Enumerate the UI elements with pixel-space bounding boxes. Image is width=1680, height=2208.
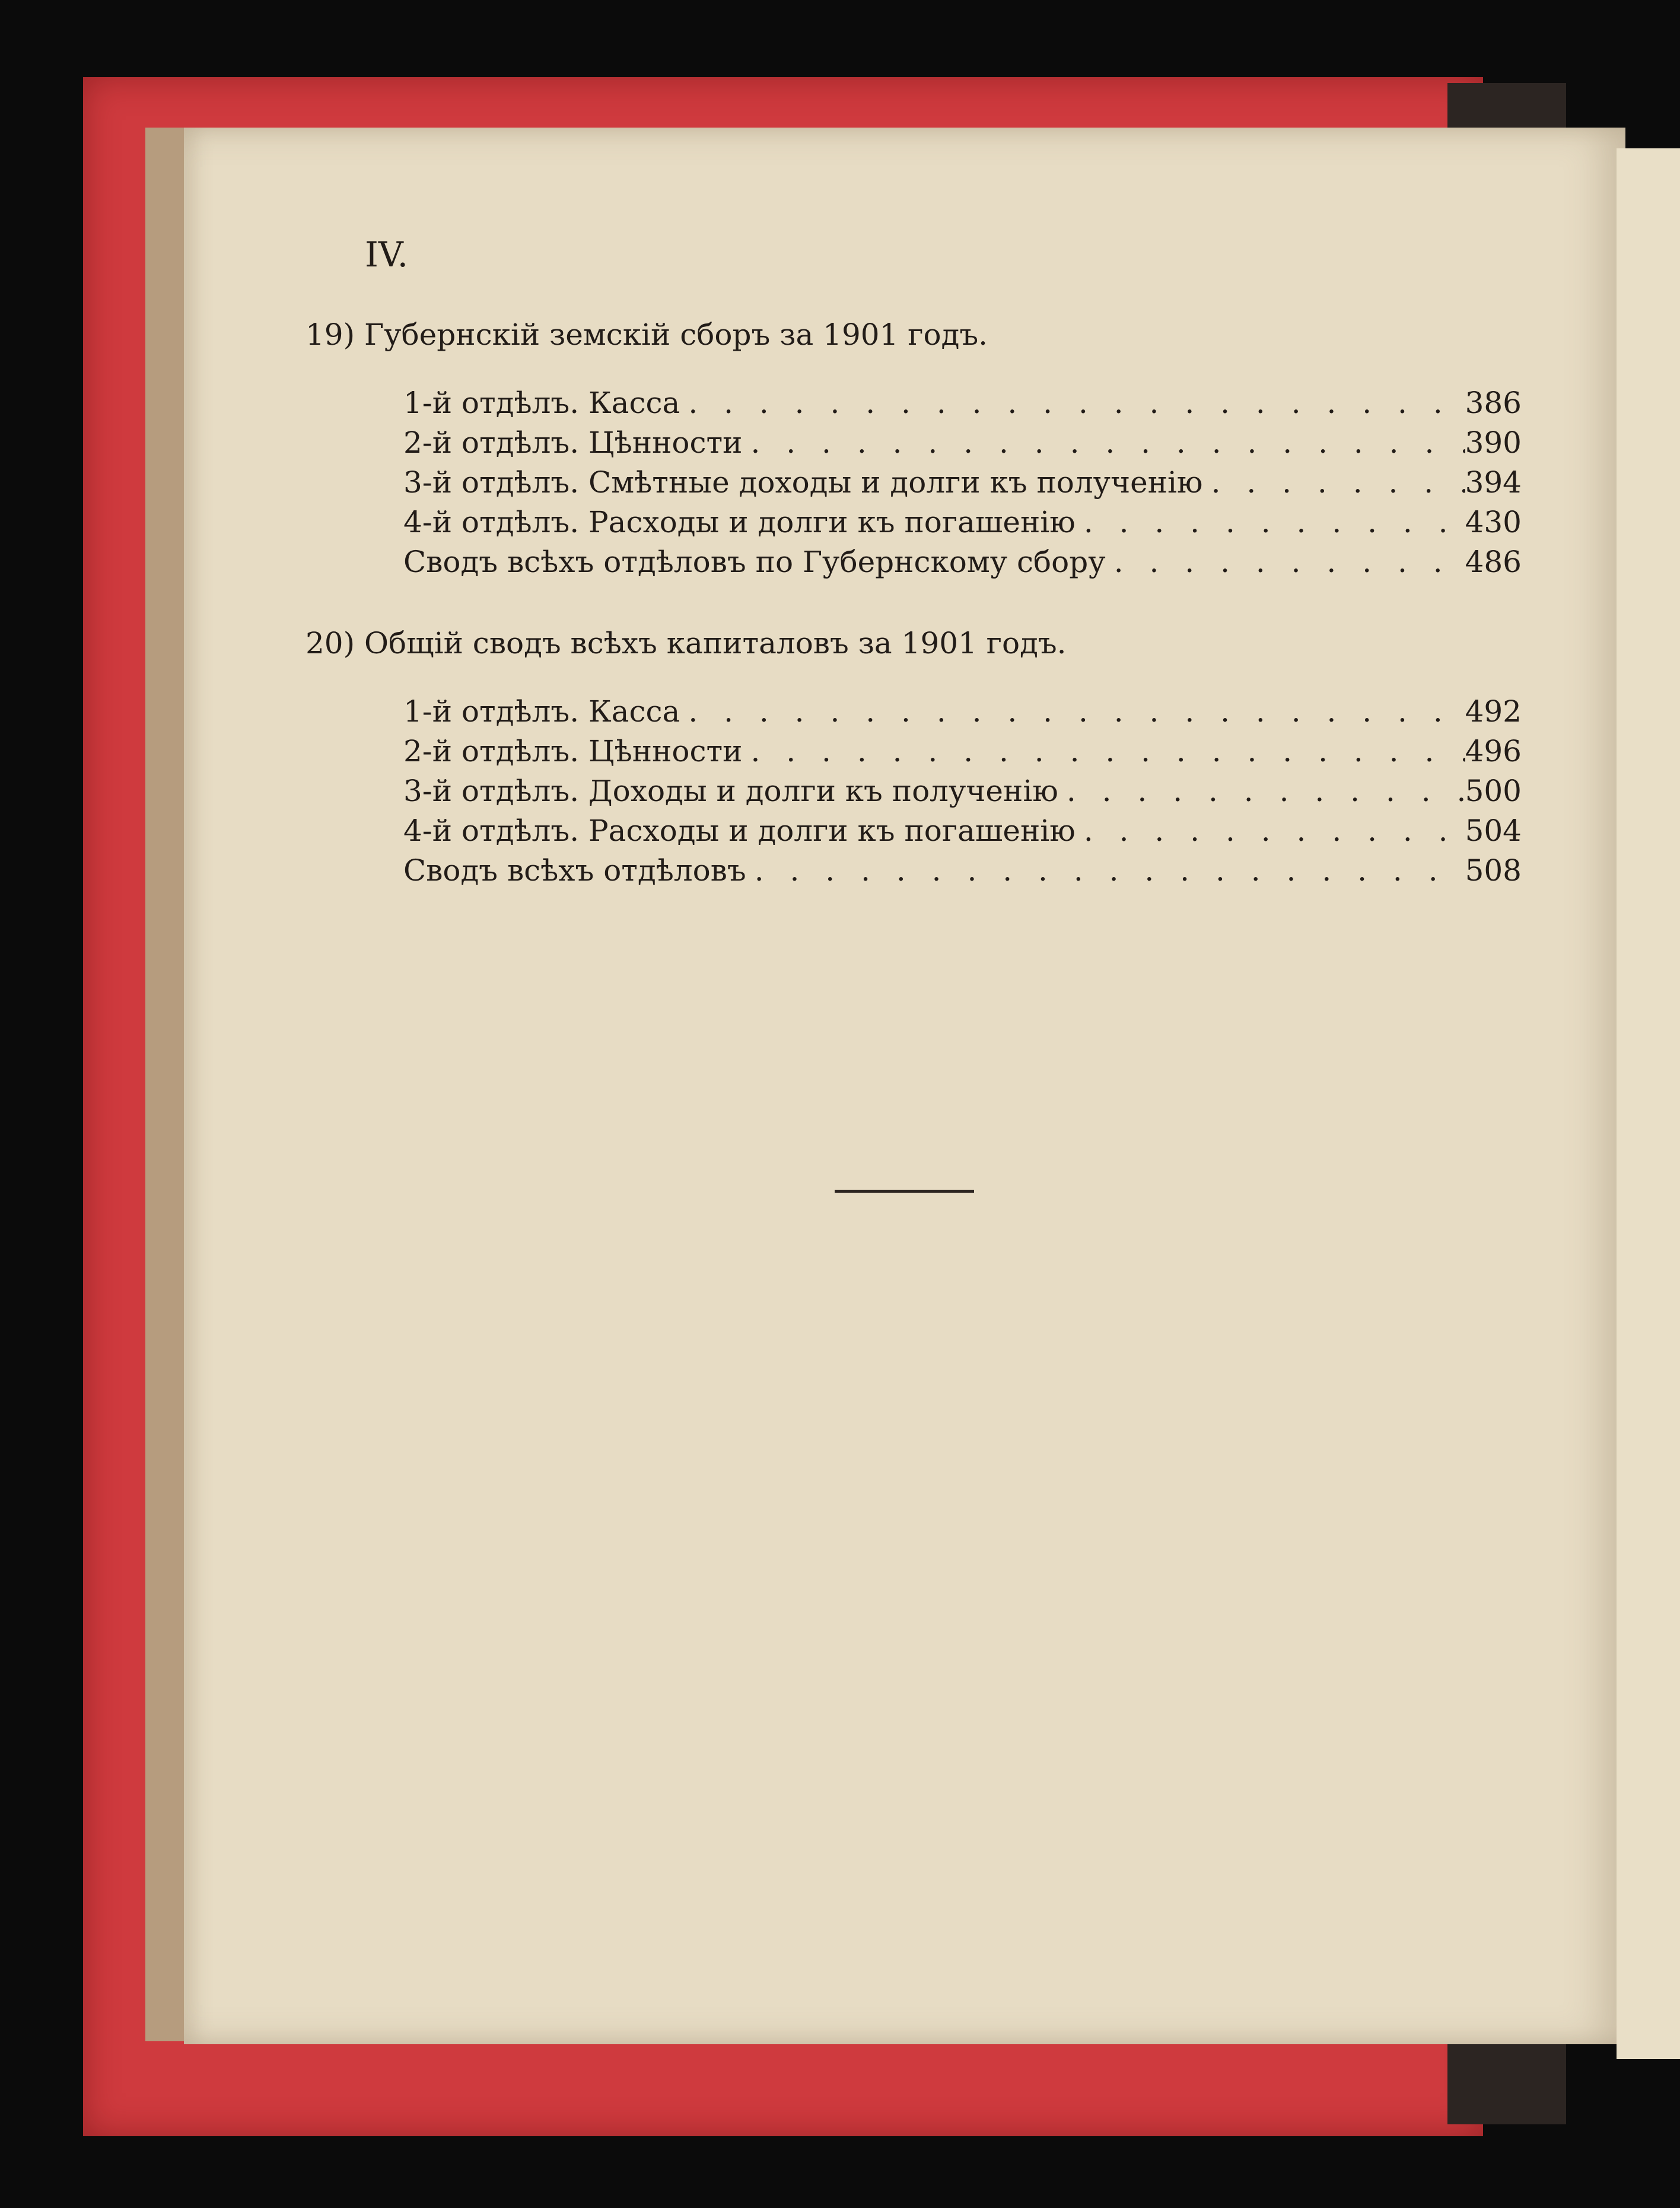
toc-entry	[403, 425, 1522, 467]
leader-dots	[1076, 505, 1465, 539]
toc-entry-page: 390	[1465, 425, 1522, 460]
leader-dots	[746, 853, 1465, 888]
toc-entry-label: 2-й отдѣлъ. Цѣнности	[403, 734, 743, 768]
show-through-text	[184, 973, 1608, 2029]
leader-dots	[1106, 545, 1465, 579]
toc-entry-label: 3-й отдѣлъ. Доходы и долги къ полученію	[403, 774, 1058, 808]
toc-entry-page: 504	[1465, 814, 1522, 848]
toc-entry-label: 2-й отдѣлъ. Цѣнности	[403, 425, 743, 460]
page-number: IV.	[365, 234, 409, 275]
leader-dots	[680, 386, 1465, 420]
toc-entry-label: 1-й отдѣлъ. Касса	[403, 386, 680, 420]
toc-entry	[403, 774, 1522, 815]
leader-dots	[1076, 814, 1465, 848]
toc-entry-page: 486	[1465, 545, 1522, 579]
toc-entry	[403, 505, 1522, 547]
leader-dots	[680, 694, 1465, 729]
toc-entry-page: 492	[1465, 694, 1522, 729]
toc-entry	[403, 545, 1522, 586]
toc-entry-label: 4-й отдѣлъ. Расходы и долги къ погашенію	[403, 814, 1076, 848]
toc-entry	[403, 465, 1522, 507]
toc-entry-page: 386	[1465, 386, 1522, 420]
toc-entry-page: 508	[1465, 853, 1522, 888]
facing-page-edge	[1617, 148, 1680, 2059]
leader-dots	[1203, 465, 1465, 500]
toc-entry	[403, 734, 1522, 776]
leader-dots	[742, 425, 1465, 460]
toc-entry	[403, 694, 1522, 736]
toc-entry-label: 3-й отдѣлъ. Смѣтные доходы и долги къ полученію	[403, 465, 1203, 500]
leader-dots	[742, 734, 1465, 768]
section-divider	[835, 1190, 974, 1193]
toc-entry-label: Сводъ всѣхъ отдѣловъ по Губернскому сбору	[403, 545, 1106, 579]
toc-entry-page: 430	[1465, 505, 1522, 539]
toc-entry-label: 4-й отдѣлъ. Расходы и долги къ погашенію	[403, 505, 1076, 539]
toc-entry-label: Сводъ всѣхъ отдѣловъ	[403, 853, 746, 888]
section-title-20: 20) Общій сводъ всѣхъ капиталовъ за 1901 годъ.	[306, 626, 1067, 660]
toc-entry-page: 394	[1465, 465, 1522, 500]
toc-entry-label: 1-й отдѣлъ. Касса	[403, 694, 680, 729]
toc-entry-page: 500	[1465, 774, 1522, 808]
section-title-19: 19) Губернскій земскій сборъ за 1901 годъ.	[306, 317, 988, 352]
toc-entry	[403, 853, 1522, 895]
toc-entry	[403, 386, 1522, 427]
toc-entry	[403, 814, 1522, 855]
toc-entry-page: 496	[1465, 734, 1522, 768]
leader-dots	[1058, 774, 1465, 808]
